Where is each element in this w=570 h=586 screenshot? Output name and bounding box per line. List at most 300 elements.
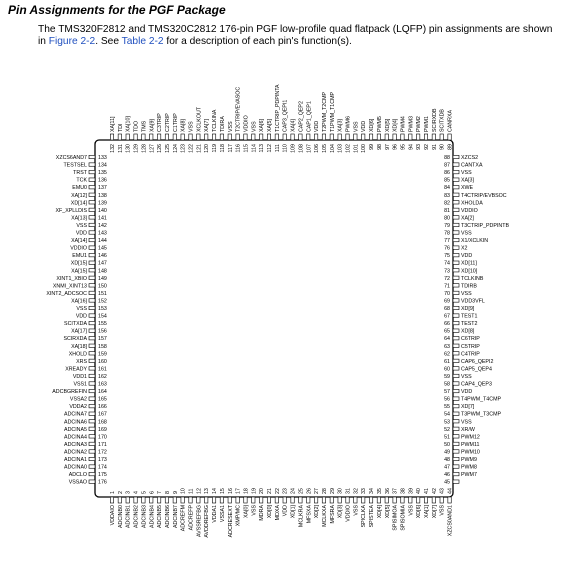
pin-lead [453, 253, 459, 256]
pin-lead [189, 134, 192, 140]
pin-number: 126 [157, 144, 164, 153]
pin-label: XD[6] [369, 118, 376, 132]
pin-number: 43 [439, 488, 446, 494]
pin-number: 142 [98, 222, 107, 229]
pin-label: VSSA1 [219, 505, 226, 523]
pin-lead [432, 134, 435, 140]
pin-label: CAP6_QEPI2 [461, 358, 494, 365]
pin-number: 90 [439, 144, 446, 150]
pin-lead [126, 134, 129, 140]
pin-lead [89, 163, 95, 166]
pin-label: C6TRIP [461, 336, 480, 343]
pin-lead [346, 134, 349, 140]
pin-lead [252, 134, 255, 140]
pin-number: 168 [98, 419, 107, 426]
pin-number: 39 [408, 488, 415, 494]
pin-label: VSS [439, 505, 446, 516]
pin-number: 97 [384, 144, 391, 150]
pin-lead [453, 374, 459, 377]
pin-lead [205, 134, 208, 140]
pin-label: SPISOMIA [400, 505, 407, 531]
intro-text-1: The TMS320F2812 and TMS320C2812 176-pin PGF low-profile quad flatpack (LQFP) pin assignments [38, 24, 503, 35]
pin-label: XA[12] [71, 192, 87, 199]
pin-label: T3CTRIP_PDPINTB [461, 222, 509, 229]
pin-lead [212, 134, 215, 140]
pin-number: 72 [444, 275, 450, 282]
pin-label: XA[8] [180, 119, 187, 132]
pin-label: T1CTRIP_PDPINTA [274, 84, 281, 132]
pin-label: X1/XCLKIN [461, 238, 489, 245]
pin-number: 17 [235, 488, 242, 494]
pin-number: 20 [259, 488, 266, 494]
pin-lead [89, 457, 95, 460]
pin-lead [142, 134, 145, 140]
pin-label: VSS [251, 121, 258, 132]
pin-lead [89, 201, 95, 204]
pin-lead [338, 497, 341, 503]
pin-number: 71 [444, 283, 450, 290]
pin-label: VSS1 [73, 381, 87, 388]
pin-number: 151 [98, 290, 107, 297]
pin-lead [89, 352, 95, 355]
pin-lead [89, 382, 95, 385]
pin-lead [89, 359, 95, 362]
pin-label: T3PWM_T3CMP [461, 411, 502, 418]
pin-number: 150 [98, 283, 107, 290]
pin-lead [453, 155, 459, 158]
pin-label: XA[13] [71, 215, 87, 222]
pin-number: 144 [98, 238, 107, 245]
pin-lead [275, 134, 278, 140]
pin-lead [416, 134, 419, 140]
pin-number: 33 [361, 488, 368, 494]
pin-lead [330, 497, 333, 503]
pin-label: PWM7 [461, 472, 477, 479]
pin-number: 172 [98, 449, 107, 456]
pin-lead [453, 231, 459, 234]
pin-number: 136 [98, 177, 107, 184]
pin-number: 57 [444, 389, 450, 396]
pin-lead [453, 352, 459, 355]
pin-lead [453, 412, 459, 415]
pin-lead [126, 497, 129, 503]
pin-lead [448, 134, 451, 140]
pin-label: XA[9] [149, 119, 156, 132]
pin-lead [440, 134, 443, 140]
pin-label: XD[5] [384, 118, 391, 132]
pin-lead [89, 299, 95, 302]
pin-number: 115 [243, 144, 250, 153]
pin-number: 128 [141, 144, 148, 153]
pin-number: 3 [125, 491, 132, 494]
pin-lead [453, 208, 459, 211]
pin-number: 170 [98, 434, 107, 441]
pin-label: PWM4 [400, 116, 407, 132]
pin-number: 55 [444, 404, 450, 411]
pin-label: ADCINB1 [125, 505, 132, 528]
pin-number: 29 [329, 488, 336, 494]
pin-lead [150, 497, 153, 503]
pin-label: XD[15] [70, 260, 87, 267]
pin-label: T4CTRIP/EVBSOC [461, 192, 507, 199]
pin-lead [453, 186, 459, 189]
pin-lead [89, 404, 95, 407]
pin-label: XA[3] [461, 177, 474, 184]
pin-number: 30 [337, 488, 344, 494]
pin-number: 1 [110, 491, 116, 494]
pin-label: VDD [75, 313, 87, 320]
pin-number: 173 [98, 457, 107, 463]
pin-number: 23 [282, 488, 289, 494]
pin-number: 92 [424, 144, 430, 150]
pin-label: XZCS2 [461, 155, 479, 161]
pin-label: MDXA [274, 505, 281, 521]
pin-lead [173, 134, 176, 140]
pin-lead [453, 314, 459, 317]
pin-lead [165, 497, 168, 503]
pin-number: 122 [188, 144, 195, 153]
pin-lead [453, 427, 459, 430]
pin-number: 32 [353, 488, 360, 494]
pin-number: 102 [345, 144, 352, 153]
pin-label: XD[14] [70, 200, 87, 207]
pin-number: 111 [274, 144, 281, 153]
pin-label: ADCINB4 [149, 505, 156, 528]
pin-number: 47 [444, 464, 450, 471]
pin-label: VSS [353, 505, 360, 516]
pin-number: 160 [98, 358, 107, 365]
pin-lead [453, 170, 459, 173]
pin-number: 148 [98, 268, 107, 275]
pin-lead [453, 435, 459, 438]
pin-number: 176 [98, 479, 107, 486]
pin-number: 24 [290, 488, 297, 494]
pin-lead [212, 497, 215, 503]
pin-label: XA[17] [71, 328, 87, 335]
pin-label: XA[11] [110, 116, 116, 132]
pin-lead [424, 497, 427, 503]
pin-label: VSS [353, 121, 360, 132]
pin-number: 74 [444, 260, 450, 267]
pin-number: 13 [204, 488, 211, 494]
pin-lead [118, 134, 121, 140]
pin-number: 86 [444, 170, 450, 177]
pin-lead [453, 246, 459, 249]
pin-label: XD[11] [461, 260, 477, 267]
intro-text-2: are shown in [38, 24, 553, 47]
pin-lead [197, 134, 200, 140]
pin-label: ADCINB0 [117, 505, 124, 528]
pin-label: XNMI_XINT13 [52, 283, 87, 290]
pin-number: 18 [243, 488, 250, 494]
pin-number: 66 [444, 321, 450, 328]
pin-label: CAP2_QEP2 [298, 101, 305, 132]
pin-number: 45 [444, 479, 450, 486]
pin-number: 166 [98, 404, 107, 411]
pin-lead [89, 321, 95, 324]
pin-lead [89, 344, 95, 347]
pin-number: 153 [98, 306, 107, 312]
pin-lead [89, 314, 95, 317]
pin-label: TCK [76, 177, 87, 184]
pin-number: 8 [164, 491, 171, 494]
pin-lead [283, 497, 286, 503]
pin-number: 108 [298, 144, 305, 153]
pin-number: 123 [180, 144, 187, 153]
pin-lead [314, 497, 317, 503]
pin-lead [448, 497, 451, 503]
pin-label: TRST [73, 170, 87, 177]
pin-number: 80 [444, 215, 450, 222]
pin-label: PWM1 [424, 116, 430, 132]
pin-label: XA[4] [290, 119, 297, 132]
pin-lead [453, 480, 459, 483]
pin-lead [453, 306, 459, 309]
pin-label: ADCINB7 [172, 505, 179, 528]
pin-label: C2TRIP [164, 113, 171, 132]
pin-lead [89, 472, 95, 475]
pin-number: 145 [98, 245, 107, 252]
pin-number: 169 [98, 426, 107, 433]
pin-lead [453, 178, 459, 181]
pin-lead [453, 389, 459, 392]
pin-label: XD[0] [267, 505, 273, 519]
pin-number: 68 [444, 306, 450, 312]
table-link[interactable]: Table 2-2 [121, 36, 164, 47]
pin-number: 100 [361, 144, 368, 153]
pin-label: AVDDREFBG [204, 505, 211, 538]
pin-label: VDDA1 [212, 505, 219, 523]
pin-label: XA[10] [125, 116, 132, 132]
pin-label: TDIRB [461, 283, 477, 290]
pin-number: 174 [98, 464, 107, 471]
pin-label: PWM3 [408, 116, 415, 132]
pin-number: 131 [117, 144, 124, 153]
pin-lead [346, 497, 349, 503]
pin-number: 88 [444, 155, 450, 161]
pin-label: XHOLD [68, 351, 87, 358]
pin-number: 103 [337, 144, 344, 153]
pin-lead [89, 269, 95, 272]
pin-lead [267, 134, 270, 140]
pin-label: MFSXA [306, 505, 313, 524]
pin-lead [236, 134, 239, 140]
pin-label: XA[3] [337, 119, 344, 132]
pin-lead [299, 497, 302, 503]
pin-number: 112 [267, 144, 273, 153]
pin-lead [416, 497, 419, 503]
pin-lead [89, 178, 95, 181]
pin-label: VSS [76, 306, 87, 312]
pin-number: 79 [444, 222, 450, 229]
pin-number: 101 [353, 144, 360, 153]
pin-label: XA[7] [204, 119, 211, 132]
pin-label: PWM2 [416, 116, 423, 132]
pin-number: 37 [392, 488, 399, 494]
pin-label: VDDIO [461, 207, 478, 214]
pin-label: XA[5] [267, 119, 273, 132]
pin-number: 38 [400, 488, 407, 494]
pin-label: ADCINB2 [133, 505, 140, 528]
pin-label: PWM8 [461, 464, 477, 471]
pin-lead [150, 134, 153, 140]
pin-label: VDD [75, 230, 87, 237]
pin-number: 171 [98, 441, 107, 448]
pin-number: 95 [400, 144, 407, 150]
pin-label: XD[7] [461, 404, 475, 411]
pin-number: 51 [444, 434, 450, 441]
pin-lead [453, 457, 459, 460]
pin-lead [173, 497, 176, 503]
pin-label: SCITXDB [439, 109, 446, 132]
pin-lead [385, 497, 388, 503]
pin-lead [89, 253, 95, 256]
pin-number: 107 [306, 144, 313, 153]
pin-number: 158 [98, 343, 107, 350]
pin-lead [322, 497, 325, 503]
pin-lead [197, 497, 200, 503]
pin-number: 121 [196, 144, 203, 153]
pin-lead [89, 155, 95, 158]
pin-lead [89, 465, 95, 468]
pin-label: TDIRA [219, 116, 226, 132]
pin-label: XA[2] [461, 215, 474, 222]
pin-lead [157, 497, 160, 503]
pin-number: 41 [424, 488, 430, 494]
pin-label: SCIRXDA [63, 336, 87, 343]
pin-label: TMS [141, 120, 148, 132]
pin-number: 118 [219, 144, 226, 153]
pin-number: 62 [444, 351, 450, 358]
pin-label: XA[16] [71, 298, 87, 305]
pin-number: 44 [447, 488, 454, 494]
figure-link[interactable]: Figure 2-2 [48, 36, 96, 47]
pin-lead [453, 344, 459, 347]
pin-lead [453, 238, 459, 241]
pin-lead [453, 397, 459, 400]
pin-lead [89, 193, 95, 196]
pin-label: X2 [461, 245, 468, 252]
pin-number: 154 [98, 313, 107, 320]
pin-label: XA[15] [71, 268, 87, 275]
pin-label: VDDA2 [69, 404, 87, 411]
pin-lead [244, 497, 247, 503]
pin-lead [252, 497, 255, 503]
pin-lead [291, 497, 294, 503]
pin-lead [89, 231, 95, 234]
pin-lead [453, 420, 459, 423]
pin-lead [259, 134, 262, 140]
pin-label: CAP5_QEP4 [461, 366, 492, 373]
pin-lead [89, 397, 95, 400]
pin-number: 129 [133, 144, 140, 153]
pin-label: VDD [461, 253, 473, 260]
pin-label: VSS [461, 170, 472, 177]
pin-label: TCLKINB [461, 275, 484, 282]
pin-number: 109 [290, 144, 297, 153]
pin-number: 117 [227, 144, 234, 153]
pin-lead [453, 321, 459, 324]
pin-lead [453, 465, 459, 468]
pin-label: T2CTRIP/EVASOC [235, 86, 242, 132]
pin-lead [89, 261, 95, 264]
pin-label: VSS [461, 290, 472, 297]
pin-number: 50 [444, 441, 450, 448]
pin-label: VDD1 [72, 373, 87, 380]
left-pin-row [46, 155, 107, 486]
pin-number: 6 [149, 491, 156, 494]
pin-lead [89, 276, 95, 279]
pin-number: 138 [98, 192, 107, 199]
pin-number: 120 [204, 144, 211, 153]
pin-label: CANRXA [447, 109, 454, 132]
pin-number: 163 [98, 381, 107, 388]
pin-lead [453, 261, 459, 264]
pin-lead [89, 208, 95, 211]
pin-label: ADCINA4 [64, 434, 87, 441]
pin-label: XA[0] [243, 505, 250, 518]
pin-number: 73 [444, 268, 450, 275]
pin-lead [354, 134, 357, 140]
pin-number: 161 [98, 366, 107, 373]
pin-number: 147 [98, 260, 107, 267]
pin-label: XINT1_XBIO [56, 275, 87, 282]
pin-label: XA[14] [71, 238, 87, 245]
pin-lead [453, 269, 459, 272]
pin-lead [453, 276, 459, 279]
pin-lead [89, 170, 95, 173]
pin-label: XHOLDA [461, 200, 483, 207]
pin-number: 35 [376, 488, 383, 494]
pin-lead [275, 497, 278, 503]
pin-label: XZCS0AND1 [447, 505, 454, 537]
pin-label: VSS [188, 121, 195, 132]
pin-number: 48 [444, 457, 450, 463]
pin-label: XD[5] [384, 505, 391, 519]
pin-label: PWM12 [461, 434, 480, 441]
pin-number: 15 [219, 488, 226, 494]
pin-number: 2 [117, 491, 124, 494]
pin-lead [220, 134, 223, 140]
pin-lead [453, 442, 459, 445]
pin-label: ADCLO [68, 472, 87, 479]
pin-number: 139 [98, 200, 107, 207]
pin-label: VSS [461, 230, 472, 237]
pin-label: VDD [361, 120, 368, 132]
pin-label: XD[7] [431, 505, 438, 519]
pin-lead [89, 223, 95, 226]
pin-label: XA[18] [71, 343, 87, 350]
pin-label: XD[10] [461, 268, 478, 275]
pin-label: PWM5 [376, 116, 383, 132]
pin-label: C5TRIP [461, 343, 480, 350]
pin-lead [453, 193, 459, 196]
pin-lead [432, 497, 435, 503]
pin-lead [377, 134, 380, 140]
pin-label: VDDIO [243, 115, 250, 132]
pin-lead [220, 497, 223, 503]
pin-label: ADCINB5 [157, 505, 164, 528]
pin-label: XD[6] [416, 505, 423, 519]
pin-label: SCITXDA [64, 321, 87, 328]
pin-label: ADCINA5 [64, 426, 87, 433]
pin-label: XINT2_ADCSOC [46, 290, 87, 297]
pin-label: SPISTEA [369, 505, 376, 528]
pin-label: VSS [76, 222, 87, 229]
pin-number: 31 [345, 488, 352, 494]
pin-label: ADCINB3 [141, 505, 148, 528]
pin-number: 22 [274, 488, 281, 494]
